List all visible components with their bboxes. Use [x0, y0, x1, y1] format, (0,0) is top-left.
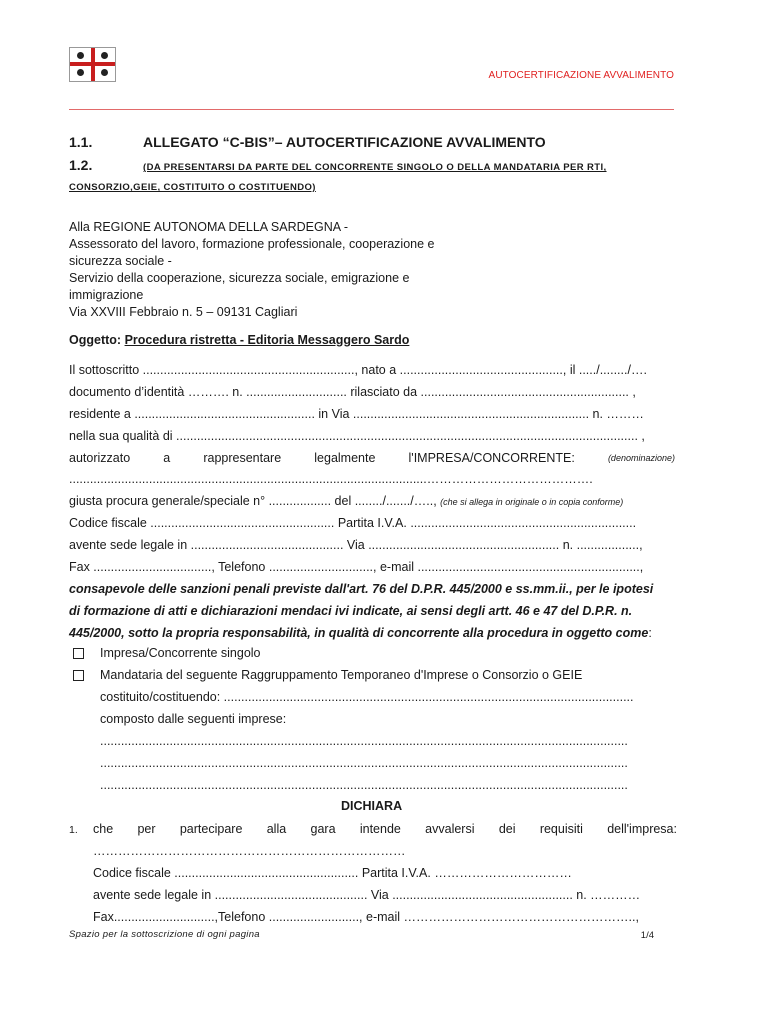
option-mandataria-label: Mandataria del seguente Raggruppamento Temporaneo d'Imprese o Consorzio o GEIE — [100, 668, 583, 682]
dotted-line: ........................................................................................................................................................ — [100, 734, 628, 748]
sardinia-coat-of-arms-logo — [69, 47, 116, 82]
option-singolo-checkbox[interactable] — [73, 648, 84, 662]
dotted-line: ........................................................................................................................................................ — [100, 778, 628, 792]
word: autorizzato — [69, 451, 131, 465]
form-line-sottoscritto: Il sottoscritto ............................................................., nato a ..............................................., il ...../......../…. — [69, 363, 647, 377]
word: dei — [498, 822, 516, 836]
form-line-denominazione: .......................................................................................................…………………………………. — [69, 472, 593, 486]
header-divider — [69, 109, 674, 110]
declaration-line-2: di formazione di atti e dichiarazioni mendaci ivi indicate, ai sensi degli artt. 46 e 47 del D.P.R. n. — [69, 604, 633, 618]
word: legalmente — [314, 451, 376, 465]
word: requisiti — [539, 822, 583, 836]
address-line: Servizio della cooperazione, sicurezza sociale, emigrazione e — [69, 271, 410, 285]
procura-note: (che si allega in originale o in copia conforme) — [440, 497, 624, 507]
subject — [69, 333, 409, 347]
declaration-colon: : — [648, 626, 652, 640]
word: dell'impresa: — [607, 822, 677, 836]
form-line-contatti: Fax .................................., Telefono .............................., e-mail ................................................................, — [69, 560, 644, 574]
heading-2-line1: (DA PRESENTARSI DA PARTE DEL CONCORRENTE SINGOLO O DELLA MANDATARIA PER RTI, — [143, 162, 607, 173]
address-line: immigrazione — [69, 288, 144, 302]
declaration-text: 445/2000, sotto la propria responsabilità, in qualità di concorrente alla procedura in oggetto come — [69, 626, 649, 640]
address-line: Assessorato del lavoro, formazione professionale, cooperazione e — [69, 237, 435, 251]
word: l'IMPRESA/CONCORRENTE: — [408, 451, 575, 465]
word: intende — [359, 822, 401, 836]
word: per — [137, 822, 156, 836]
form-line-sede-legale: avente sede legale in ............................................ Via ....................................................... n. .................., — [69, 538, 643, 552]
word: avvalersi — [425, 822, 475, 836]
dichiara-contatti: Fax.............................,Telefono .........................., e-mail ……………………………………………….., — [93, 910, 639, 924]
word: che — [93, 822, 114, 836]
subject-label: Oggetto: — [69, 333, 122, 347]
dichiara-impresa-line: ………………………………………………………………… — [93, 844, 406, 858]
word: alla — [266, 822, 287, 836]
dichiara-sede-legale: avente sede legale in ............................................ Via .................................................... n. ………… — [93, 888, 641, 902]
option-mandataria-checkbox[interactable] — [73, 670, 84, 684]
form-line-codice-fiscale: Codice fiscale ..................................................... Partita I.V.A. ................................................................. — [69, 516, 637, 530]
address-line: Alla REGIONE AUTONOMA DELLA SARDEGNA - — [69, 220, 349, 234]
subject-value: Procedura ristretta - Editoria Messaggero Sardo — [124, 333, 410, 347]
denominazione-note: (denominazione) — [607, 453, 675, 463]
footer-page-number: 1/4 — [640, 930, 654, 941]
dichiara-item-number: 1. — [69, 824, 78, 836]
address-line: Via XXVIII Febbraio n. 5 – 09131 Cagliari — [69, 305, 298, 319]
heading-1-text: ALLEGATO “C-BIS”– AUTOCERTIFICAZIONE AVVALIMENTO — [143, 134, 546, 150]
form-line-qualita: nella sua qualità di ..................................................................................................................................... , — [69, 429, 645, 443]
heading-2-number: 1.2. — [69, 157, 93, 173]
word: a — [163, 451, 171, 465]
form-line-documento: documento d’identità ………. n. ............................. rilasciato da ............................................................ , — [69, 385, 636, 399]
declaration-line-1: consapevole delle sanzioni penali previste dall'art. 76 del D.P.R. 445/2000 e ss.mm.ii., per le ipotesi — [69, 582, 654, 596]
address-line: sicurezza sociale - — [69, 254, 172, 268]
dichiara-title: DICHIARA — [341, 799, 403, 813]
heading-1-number: 1.1. — [69, 134, 93, 150]
form-line-procura — [69, 494, 623, 508]
header-title: AUTOCERTIFICAZIONE AVVALIMENTO — [488, 70, 674, 81]
dotted-line: ........................................................................................................................................................ — [100, 756, 628, 770]
word: gara — [310, 822, 336, 836]
declaration-line-3 — [69, 626, 652, 640]
dichiara-item-line — [93, 822, 677, 836]
word: partecipare — [179, 822, 243, 836]
form-line-autorizzato — [69, 451, 675, 465]
procura-text: giusta procura generale/speciale n° .................. del ......../......./….., — [69, 494, 437, 508]
form-line-residente: residente a .................................................... in Via .................................................................... n. ……… — [69, 407, 644, 421]
heading-2-line2: CONSORZIO,GEIE, COSTITUITO O COSTITUENDO) — [69, 182, 316, 193]
option-costituito-line: costituito/costituendo: ...................................................................................................................... — [100, 690, 634, 704]
dichiara-codice-fiscale: Codice fiscale ..................................................... Partita I.V.A. …………………………… — [93, 866, 572, 880]
option-singolo-label: Impresa/Concorrente singolo — [100, 646, 261, 660]
word: rappresentare — [203, 451, 282, 465]
footer-signature-note: Spazio per la sottoscrizione di ogni pagina — [69, 929, 260, 940]
option-composto-label: composto dalle seguenti imprese: — [100, 712, 287, 726]
